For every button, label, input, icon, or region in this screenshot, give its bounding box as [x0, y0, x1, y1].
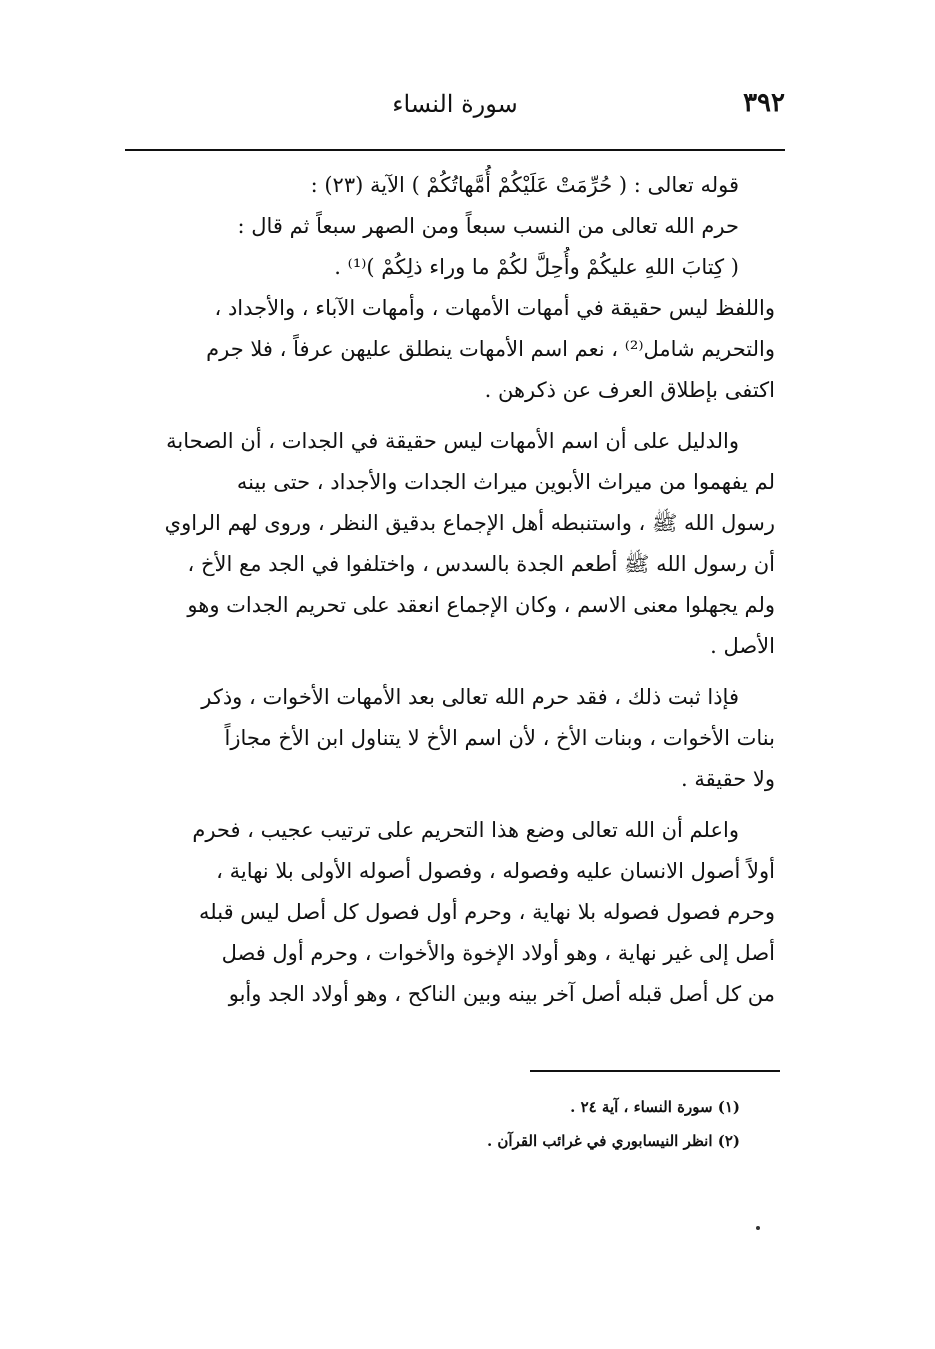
paragraph-gap: [130, 667, 775, 677]
text-line: بنات الأخوات ، وبنات الأخ ، لأن اسم الأخ لا يتناول ابن الأخ مجازاً: [224, 726, 775, 750]
text-line: لم يفهموا من ميراث الأبوين ميراث الجدات والأجداد ، حتى بينه: [236, 470, 775, 494]
text-line: قوله تعالى : ( حُرِّمَتْ عَلَيْكُمْ أُمَّهاتُكُمْ ) الآية (٢٣) :: [310, 173, 739, 197]
text-line: الأصل .: [710, 634, 775, 658]
text-line: وحرم فصول فصوله بلا نهاية ، وحرم أول فصول كل أصل ليس قبله: [199, 900, 775, 924]
text-line: واللفظ ليس حقيقة في أمهات الأمهات ، وأمهات الآباء ، والأجداد ،: [214, 296, 775, 320]
text-line: أولاً أصول الانسان عليه وفصوله ، وفصول أصوله الأولى بلا نهاية ،: [216, 859, 775, 883]
paragraph-gap: [130, 800, 775, 810]
text-line: رسول الله ﷺ ، واستنبطه أهل الإجماع بدقيق النظر ، وروى لهم الراوي: [164, 511, 775, 535]
text-line: ولا حقيقة .: [681, 767, 775, 791]
text-line: واعلم أن الله تعالى وضع هذا التحريم على ترتيب عجيب ، فحرم: [192, 818, 739, 842]
text-line: ولم يجهلوا معنى الاسم ، وكان الإجماع انعقد على تحريم الجدات وهو: [187, 593, 775, 617]
text-line: حرم الله تعالى من النسب سبعاً ومن الصهر سبعاً ثم قال :: [237, 214, 739, 238]
body-text: [130, 165, 775, 1015]
text-line: أصل إلى غير نهاية ، وهو أولاد الإخوة والأخوات ، وحرم أول فصل: [221, 941, 775, 965]
text-line: والدليل على أن اسم الأمهات ليس حقيقة في الجدات ، أن الصحابة: [166, 429, 739, 453]
footnote-divider: [530, 1070, 780, 1072]
page-number: ٣٩٢: [743, 88, 785, 118]
text-line: فإذا ثبت ذلك ، فقد حرم الله تعالى بعد الأمهات الأخوات ، وذكر: [201, 685, 739, 709]
text-line: ( كِتابَ اللهِ عليكُمْ وأُحِلَّ لكُمْ ما وراء ذلِكُمْ )⁽¹⁾ .: [334, 255, 739, 279]
text-line: اكتفى بإطلاق العرف عن ذكرهن .: [484, 378, 775, 402]
scan-speck: [756, 1226, 760, 1230]
running-title: سورة النساء: [392, 90, 518, 118]
footnotes: [380, 1090, 740, 1158]
footnote-1: (١) سورة النساء ، آية ٢٤ .: [570, 1098, 740, 1116]
header-divider: [125, 149, 785, 151]
text-line: من كل أصل قبله أصل آخر بينه وبين الناكح ، وهو أولاد الجد وأبو: [228, 982, 775, 1006]
footnote-2: (٢) انظر النيسابوري في غرائب القرآن .: [486, 1132, 740, 1150]
text-line: أن رسول الله ﷺ أطعم الجدة بالسدس ، واختلفوا في الجد مع الأخ ،: [187, 552, 775, 576]
text-line: والتحريم شامل⁽²⁾ ، نعم اسم الأمهات ينطلق عليهن عرفاً ، فلا جرم: [206, 337, 775, 361]
paragraph-gap: [130, 411, 775, 421]
page-header: [125, 88, 785, 128]
